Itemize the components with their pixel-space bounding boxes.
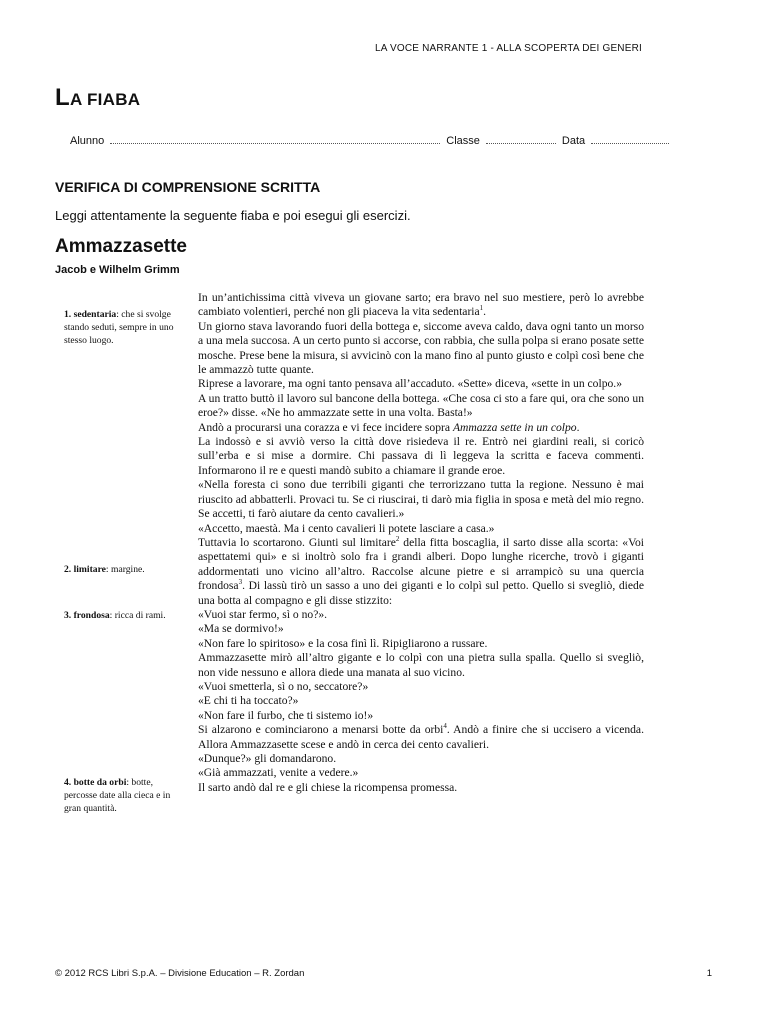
paragraph: Il sarto andò dal re e gli chiese la ricompensa promessa. xyxy=(198,780,458,794)
story-author: Jacob e Wilhelm Grimm xyxy=(55,264,180,276)
story-title: Ammazzasette xyxy=(55,236,187,257)
paragraph: A un tratto buttò il lavoro sul bancone della bottega. «Che cosa ci sto a fare qui, ora che sono un eroe?» disse. «Ne ho ammazzate sette in una volta. Basta!» xyxy=(198,391,644,420)
date-label: Data xyxy=(561,135,586,147)
instructions: Leggi attentamente la seguente fiaba e poi esegui gli esercizi. xyxy=(55,208,411,223)
page-title xyxy=(55,84,140,112)
footnote-3 xyxy=(64,609,176,622)
footnote-2 xyxy=(64,563,176,576)
class-blank xyxy=(486,134,556,144)
student-info-fields xyxy=(70,134,680,147)
footnote-definition: : margine. xyxy=(105,564,145,575)
paragraph: «Dunque?» gli domandarono. xyxy=(198,752,337,765)
paragraph: Tuttavia lo scortarono. Giunti sul limitare$^2$ della fitta boscaglia, il sarto disse alla scorta: «Voi aspettatemi qui» e si inoltrò solo fra i grandi alberi. Dopo lunghe ricerche, trovò i giganti addormentati uno vicino all’altro. Raccolse alcune pietre e si arrampicò su una quercia frondosa$^3$. Di lassù tirò un sasso a uno dei giganti e lo colpì sul petto. Quello si svegliò, diede una botta al compagno e gli disse stizzito: xyxy=(198,535,644,607)
footnote-ref: 2 xyxy=(395,535,400,544)
footnote-definition: : ricca di rami. xyxy=(109,610,166,621)
paragraph: «Accetto, maestà. Ma i cento cavalieri li potete lasciare a casa.» xyxy=(198,521,495,535)
paragraph: Andò a procurarsi una corazza e vi fece incidere sopra Ammazza sette in un colpo. xyxy=(198,420,580,434)
paragraph: Ammazzasette mirò all’altro gigante e lo colpì con una pietra sulla spalla. Quello si svegliò, non vide nessuno e allora diede una manata al suo vicino. xyxy=(198,651,644,679)
footer-copyright: © 2012 RCS Libri S.p.A. – Divisione Education – R. Zordan xyxy=(55,968,305,979)
paragraph: Un giorno stava lavorando fuori della bottega e, siccome aveva caldo, dava ogni tanto un morso a una mela succosa. A un certo punto si accorse, con rabbia, che sulla polpa si erano posate sette mosche. Prese bene la misura, si avvicinò con la mano fino al punto giusto e colpì così bene che le ammazzò tutte quante. xyxy=(198,319,644,377)
paragraph: Riprese a lavorare, ma ogni tanto pensava all’accaduto. «Sette» diceva, «sette in un colpo.» xyxy=(198,377,622,391)
date-blank xyxy=(591,134,669,144)
footnote-term: 3. frondosa xyxy=(64,610,110,621)
page-number: 1 xyxy=(706,968,712,979)
paragraph: La indossò e si avviò verso la città dove risiedeva il re. Entrò nei giardini reali, si coricò sull’erba e si mise a dormire. Chi passava di lì leggeva la scritta e faceva commenti. Informarono il re e questi mandò subito a chiamare il grande eroe. xyxy=(198,435,644,477)
paragraph: Si alzarono e cominciarono a menarsi botte da orbi$^4$. Andò a finire che si uccisero a vicenda. Allora Ammazzasette scese e andò in cerca dei cento cavalieri. xyxy=(198,722,644,751)
paragraph: «Già ammazzati, venite a vedere.» xyxy=(198,766,359,780)
inscription-text: Ammazza sette in un colpo xyxy=(452,420,577,434)
paragraph: In un’antichissima città viveva un giovane sarto; era bravo nel suo mestiere, però lo avrebbe cambiato volentieri, perché non gli piaceva la vita sedentaria$^1$. xyxy=(198,291,644,319)
paragraph: «Non fare il furbo, che ti sistemo io!» xyxy=(198,708,374,722)
class-label: Classe xyxy=(446,135,480,147)
title-initial: L xyxy=(55,84,70,111)
paragraph: «Ma se dormivo!» xyxy=(198,622,284,636)
footnote-definition: : botte, percosse date alla cieca e in gran quantità. xyxy=(64,777,171,814)
paragraph: «E chi ti ha toccato?» xyxy=(198,694,299,708)
footnote-1 xyxy=(64,308,176,347)
student-label: Alunno xyxy=(70,135,105,147)
footnote-term: 2. limitare xyxy=(64,564,106,575)
paragraph: «Non fare lo spiritoso» e la cosa finì lì. Ripigliarono a russare. xyxy=(198,636,488,650)
story-body xyxy=(198,291,644,795)
paragraph: «Vuoi smetterla, sì o no, seccatore?» xyxy=(198,679,369,693)
footnote-term: 4. botte da orbi xyxy=(64,777,127,788)
footnote-ref: 1 xyxy=(479,304,484,313)
student-blank xyxy=(110,134,440,144)
footnote-ref: 3 xyxy=(238,578,243,587)
paragraph: «Vuoi star fermo, sì o no?». xyxy=(198,607,328,621)
footnote-definition: : che si svolge stando seduti, sempre in uno stesso luogo. xyxy=(64,309,174,346)
footnote-4 xyxy=(64,776,176,815)
paragraph: «Nella foresta ci sono due terribili giganti che terrorizzano tutta la regione. Nessuno è mai riuscito ad abbatterli. Provaci tu. Se ci riuscirai, ti darò mia figlia in sposa e metà del mio regno. Se accetti, ti farò aiutare da cento cavalieri.» xyxy=(198,478,644,521)
footnote-term: 1. sedentaria xyxy=(64,309,117,320)
section-title: VERIFICA DI COMPRENSIONE SCRITTA xyxy=(55,179,321,195)
title-rest: A FIABA xyxy=(69,90,141,109)
series-header: LA VOCE NARRANTE 1 - ALLA SCOPERTA DEI GENERI xyxy=(374,43,642,54)
footnote-ref: 4 xyxy=(443,722,447,731)
